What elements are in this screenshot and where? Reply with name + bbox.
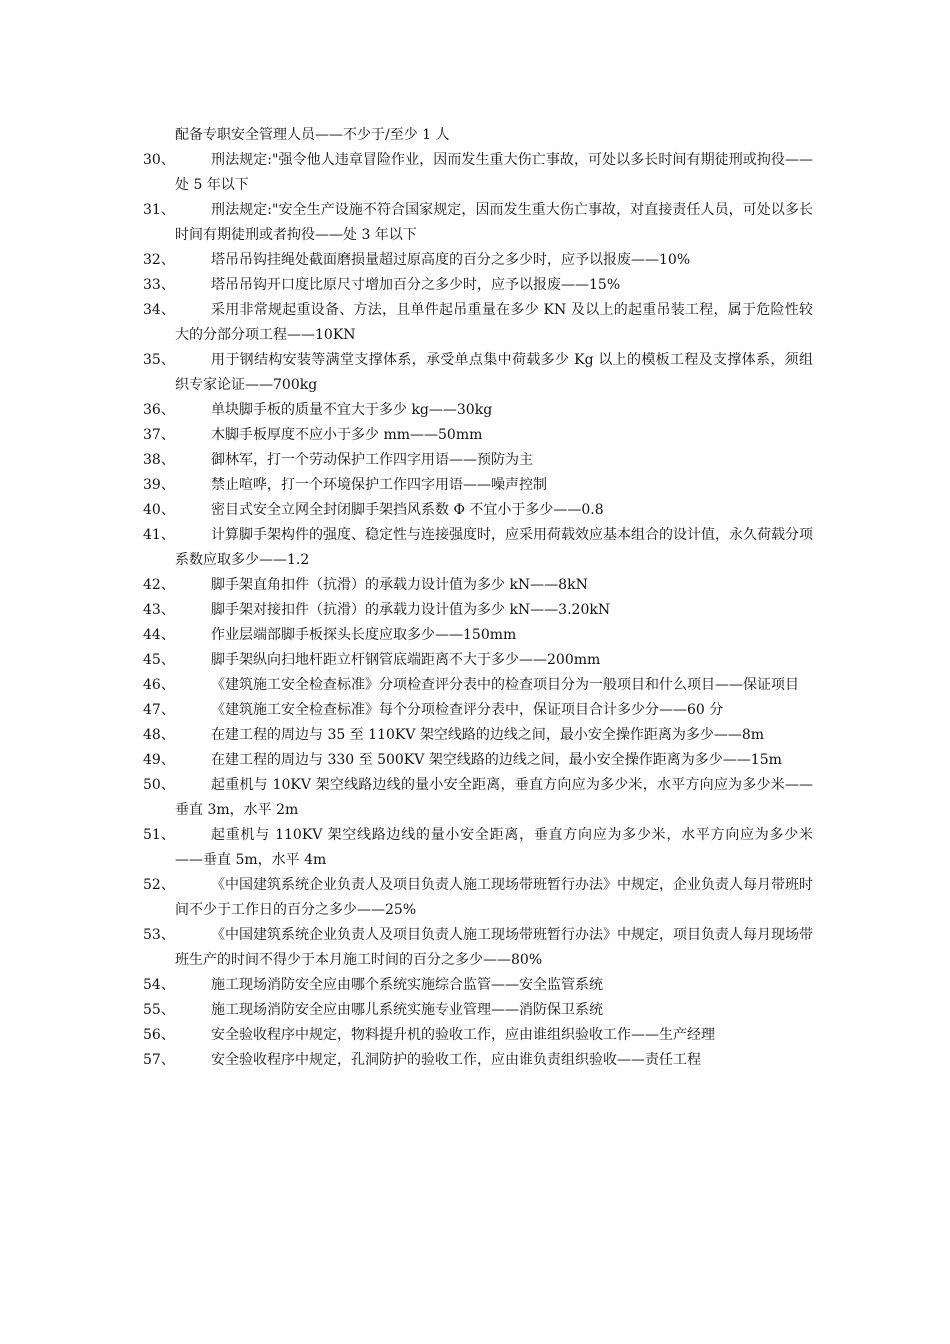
item-text: 《中国建筑系统企业负责人及项目负责人施工现场带班暂行办法》中规定，项目负责人每月现场带班生产的时间不得少于本月施工时间的百分之多少——80% bbox=[175, 927, 813, 968]
item-number: 42、 bbox=[143, 577, 175, 593]
list-item bbox=[143, 673, 813, 698]
list-item bbox=[143, 723, 813, 748]
item-number: 53、 bbox=[143, 927, 175, 943]
list-item bbox=[143, 598, 813, 623]
item-text: 安全验收程序中规定，物料提升机的验收工作，应由谁组织验收工作——生产经理 bbox=[211, 1027, 715, 1043]
item-number: 56、 bbox=[143, 1027, 175, 1043]
item-number: 36、 bbox=[143, 402, 175, 418]
list-item bbox=[143, 423, 813, 448]
intro-line: 配备专职安全管理人员——不少于/至少 1 人 bbox=[175, 127, 450, 143]
item-text: 用于钢结构安装等满堂支撑体系，承受单点集中荷载多少 Kg 以上的模板工程及支撑体系，须组织专家论证——700kg bbox=[175, 352, 813, 393]
item-text: 作业层端部脚手板探头长度应取多少——150mm bbox=[211, 627, 517, 643]
item-text: 起重机与 10KV 架空线路边线的量小安全距离，垂直方向应为多少米，水平方向应为多少米——垂直 3m，水平 2m bbox=[175, 777, 813, 818]
item-text: 《建筑施工安全检查标准》每个分项检查评分表中，保证项目合计多少分——60 分 bbox=[211, 702, 724, 718]
list-item bbox=[143, 198, 813, 248]
list-item bbox=[143, 748, 813, 773]
item-text: 在建工程的周边与 330 至 500KV 架空线路的边线之间，最小安全操作距离为多少——15m bbox=[211, 752, 782, 768]
item-text: 《建筑施工安全检查标准》分项检查评分表中的检查项目分为一般项目和什么项目——保证项目 bbox=[211, 677, 799, 693]
list-item bbox=[143, 148, 813, 198]
item-text: 施工现场消防安全应由哪儿系统实施专业管理——消防保卫系统 bbox=[211, 1002, 603, 1018]
item-text: 计算脚手架构件的强度、稳定性与连接强度时，应采用荷载效应基本组合的设计值，永久荷载分项系数应取多少——1.2 bbox=[175, 527, 813, 568]
item-text: 采用非常规起重设备、方法，且单件起吊重量在多少 KN 及以上的起重吊装工程，属于危险性较大的分部分项工程——10KN bbox=[175, 302, 813, 343]
item-text: 单块脚手板的质量不宜大于多少 kg——30kg bbox=[211, 402, 493, 418]
item-text: 《中国建筑系统企业负责人及项目负责人施工现场带班暂行办法》中规定，企业负责人每月带班时间不少于工作日的百分之多少——25% bbox=[175, 877, 813, 918]
list-item bbox=[143, 473, 813, 498]
item-text: 安全验收程序中规定，孔洞防护的验收工作，应由谁负责组织验收——责任工程 bbox=[211, 1052, 701, 1068]
list-item bbox=[143, 523, 813, 573]
item-number: 39、 bbox=[143, 477, 175, 493]
list-item bbox=[143, 1023, 813, 1048]
list-item bbox=[143, 773, 813, 823]
item-number: 46、 bbox=[143, 677, 175, 693]
list-item bbox=[143, 1048, 813, 1073]
item-text: 在建工程的周边与 35 至 110KV 架空线路的边线之间，最小安全操作距离为多少——8m bbox=[211, 727, 765, 743]
list-item bbox=[143, 298, 813, 348]
list-item bbox=[143, 573, 813, 598]
item-text: 刑法规定:"强令他人违章冒险作业，因而发生重大伤亡事故，可处以多长时间有期徒刑或拘役——处 5 年以下 bbox=[175, 152, 813, 193]
item-text: 施工现场消防安全应由哪个系统实施综合监管——安全监管系统 bbox=[211, 977, 603, 993]
item-text: 刑法规定:"安全生产设施不符合国家规定，因而发生重大伤亡事故，对直接责任人员，可处以多长时间有期徒刑或者拘役——处 3 年以下 bbox=[175, 202, 813, 243]
item-text: 御林军，打一个劳动保护工作四字用语——预防为主 bbox=[211, 452, 533, 468]
list-item bbox=[143, 273, 813, 298]
item-text: 木脚手板厚度不应小于多少 mm——50mm bbox=[211, 427, 483, 443]
item-text: 脚手架纵向扫地杆距立杆钢管底端距离不大于多少——200mm bbox=[211, 652, 601, 668]
item-number: 37、 bbox=[143, 427, 175, 443]
item-number: 33、 bbox=[143, 277, 175, 293]
list-item bbox=[143, 998, 813, 1023]
item-number: 55、 bbox=[143, 1002, 175, 1018]
list-item bbox=[143, 873, 813, 923]
item-number: 32、 bbox=[143, 252, 175, 268]
list-item bbox=[143, 923, 813, 973]
item-number: 40、 bbox=[143, 502, 175, 518]
list-item bbox=[143, 623, 813, 648]
list-item bbox=[143, 823, 813, 873]
item-text: 脚手架直角扣件（抗滑）的承载力设计值为多少 kN——8kN bbox=[211, 577, 588, 593]
item-number: 35、 bbox=[143, 352, 175, 368]
item-text: 塔吊吊钩开口度比原尺寸增加百分之多少时，应予以报废——15% bbox=[211, 277, 621, 293]
item-number: 34、 bbox=[143, 302, 175, 318]
item-number: 49、 bbox=[143, 752, 175, 768]
item-number: 50、 bbox=[143, 777, 175, 793]
item-number: 47、 bbox=[143, 702, 175, 718]
list-item bbox=[143, 248, 813, 273]
item-number: 38、 bbox=[143, 452, 175, 468]
item-number: 52、 bbox=[143, 877, 175, 893]
item-number: 57、 bbox=[143, 1052, 175, 1068]
list-item bbox=[143, 348, 813, 398]
item-number: 31、 bbox=[143, 202, 175, 218]
list-item bbox=[143, 698, 813, 723]
item-number: 51、 bbox=[143, 827, 175, 843]
item-number: 44、 bbox=[143, 627, 175, 643]
document-body bbox=[143, 122, 813, 1073]
item-number: 48、 bbox=[143, 727, 175, 743]
list-item bbox=[143, 648, 813, 673]
item-text: 禁止喧哗，打一个环境保护工作四字用语——噪声控制 bbox=[211, 477, 547, 493]
item-number: 30、 bbox=[143, 152, 175, 168]
item-number: 41、 bbox=[143, 527, 175, 543]
list-item bbox=[143, 498, 813, 523]
item-text: 塔吊吊钩挂绳处截面磨损量超过原高度的百分之多少时，应予以报废——10% bbox=[211, 252, 691, 268]
item-number: 54、 bbox=[143, 977, 175, 993]
item-text: 起重机与 110KV 架空线路边线的量小安全距离，垂直方向应为多少米，水平方向应为多少米——垂直 5m，水平 4m bbox=[175, 827, 813, 868]
item-number: 45、 bbox=[143, 652, 175, 668]
list-item bbox=[143, 398, 813, 423]
list-item bbox=[143, 448, 813, 473]
list-item bbox=[143, 973, 813, 998]
item-text: 密目式安全立网全封闭脚手架挡风系数 Φ 不宜小于多少——0.8 bbox=[211, 502, 604, 518]
question-list bbox=[143, 148, 813, 1073]
item-number: 43、 bbox=[143, 602, 175, 618]
item-text: 脚手架对接扣件（抗滑）的承载力设计值为多少 kN——3.20kN bbox=[211, 602, 611, 618]
